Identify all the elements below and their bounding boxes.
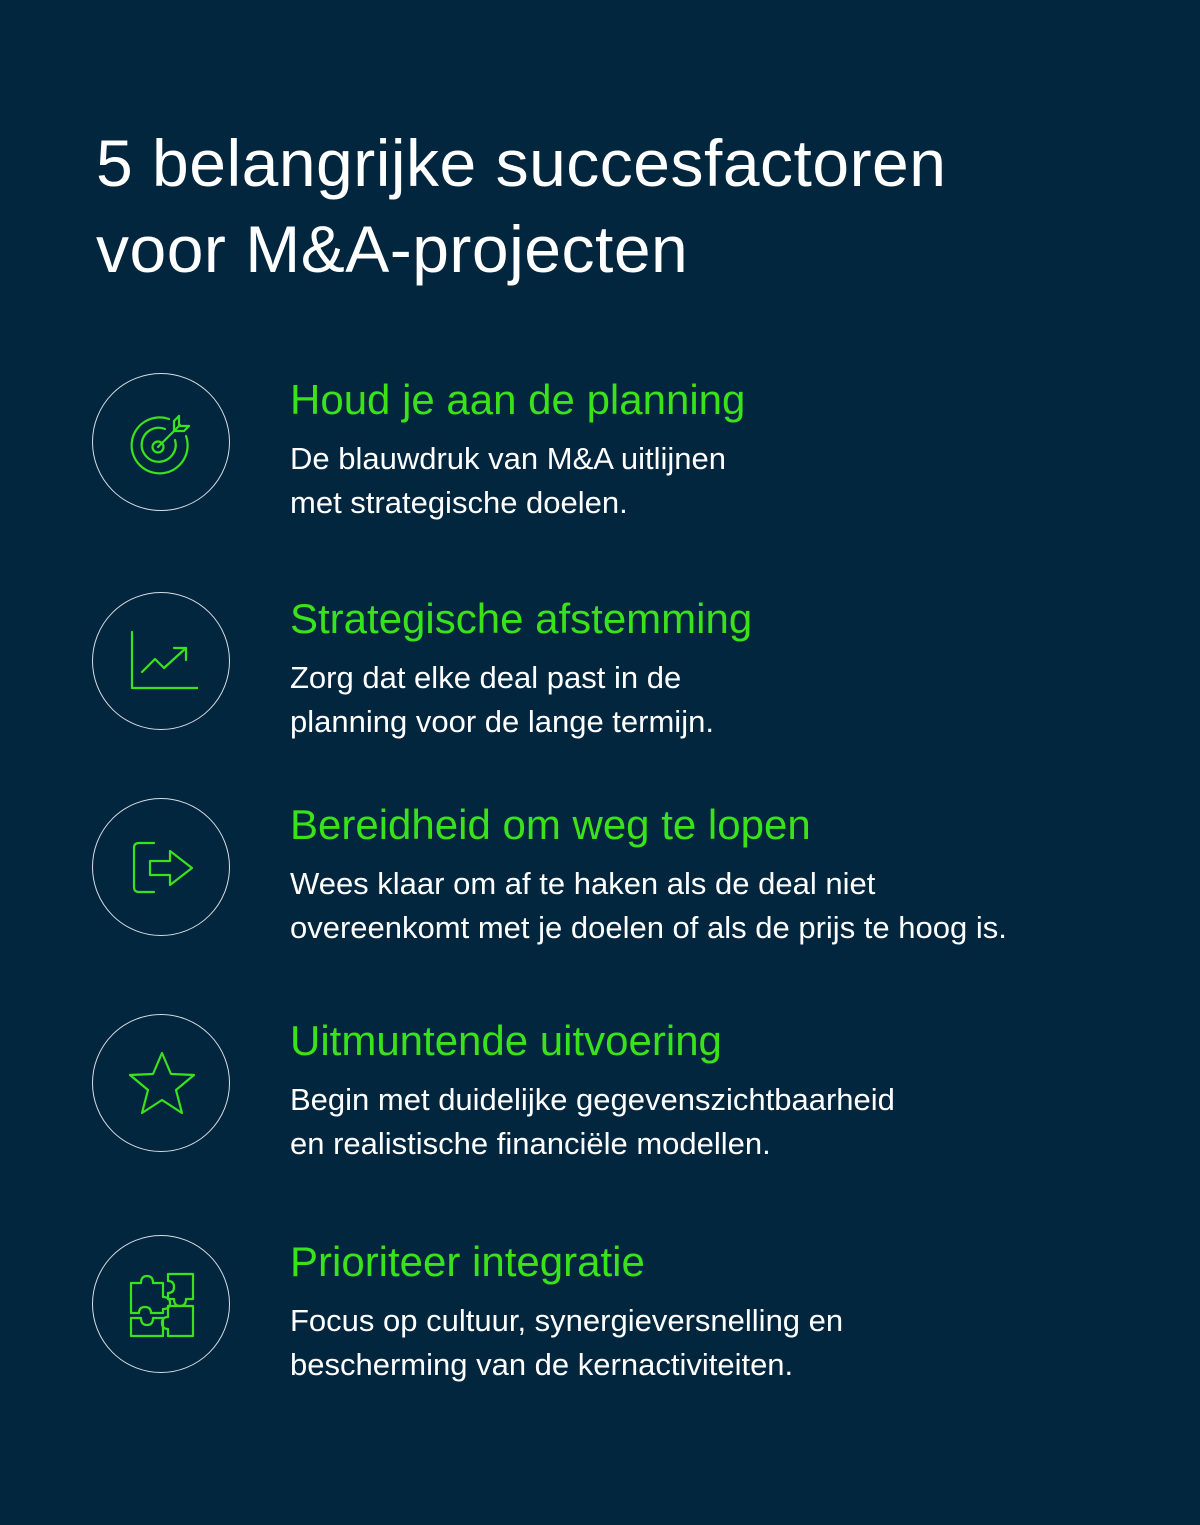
factor-description — [290, 1078, 895, 1166]
factor-description-line-2: planning voor de lange termijn. — [290, 704, 714, 739]
factor-description — [290, 437, 726, 525]
factor-heading: Bereidheid om weg te lopen — [290, 801, 811, 848]
factor-heading: Houd je aan de planning — [290, 376, 746, 423]
title-line-1: 5 belangrijke succesfactoren — [96, 126, 947, 200]
icon-circle — [92, 373, 230, 511]
factor-description-line-1: Begin met duidelijke gegevenszichtbaarheid — [290, 1082, 895, 1117]
factor-description-line-2: met strategische doelen. — [290, 485, 628, 520]
icon-circle — [92, 1014, 230, 1152]
factor-description-line-2: bescherming van de kernactiviteiten. — [290, 1347, 794, 1382]
factor-item-integration — [92, 1235, 1132, 1385]
factor-description — [290, 656, 714, 744]
factor-description-line-1: De blauwdruk van M&A uitlijnen — [290, 441, 726, 476]
factor-heading: Strategische afstemming — [290, 595, 753, 642]
target-icon — [126, 407, 198, 479]
icon-circle — [92, 592, 230, 730]
title-line-2: voor M&A-projecten — [96, 212, 689, 286]
factor-description-line-1: Focus op cultuur, synergieversnelling en — [290, 1303, 844, 1338]
star-icon — [126, 1048, 198, 1120]
factor-description-line-2: en realistische financiële modellen. — [290, 1126, 771, 1161]
factor-item-strategy — [92, 592, 1132, 742]
factor-description-line-1: Zorg dat elke deal past in de — [290, 660, 682, 695]
factor-item-execution — [92, 1014, 1132, 1164]
factor-description — [290, 862, 1007, 950]
factor-item-planning — [92, 373, 1132, 523]
trend-chart-icon — [126, 626, 198, 698]
factor-description-line-1: Wees klaar om af te haken als de deal niet — [290, 866, 876, 901]
icon-circle — [92, 1235, 230, 1373]
factor-heading: Prioriteer integratie — [290, 1238, 645, 1285]
page-title — [96, 120, 946, 292]
puzzle-icon — [126, 1269, 198, 1341]
factor-item-walk-away — [92, 798, 1132, 948]
factor-description — [290, 1299, 843, 1387]
factor-description-line-2: overeenkomt met je doelen of als de prijs te hoog is. — [290, 910, 1007, 945]
exit-arrow-icon — [126, 832, 198, 904]
factor-heading: Uitmuntende uitvoering — [290, 1017, 722, 1064]
icon-circle — [92, 798, 230, 936]
